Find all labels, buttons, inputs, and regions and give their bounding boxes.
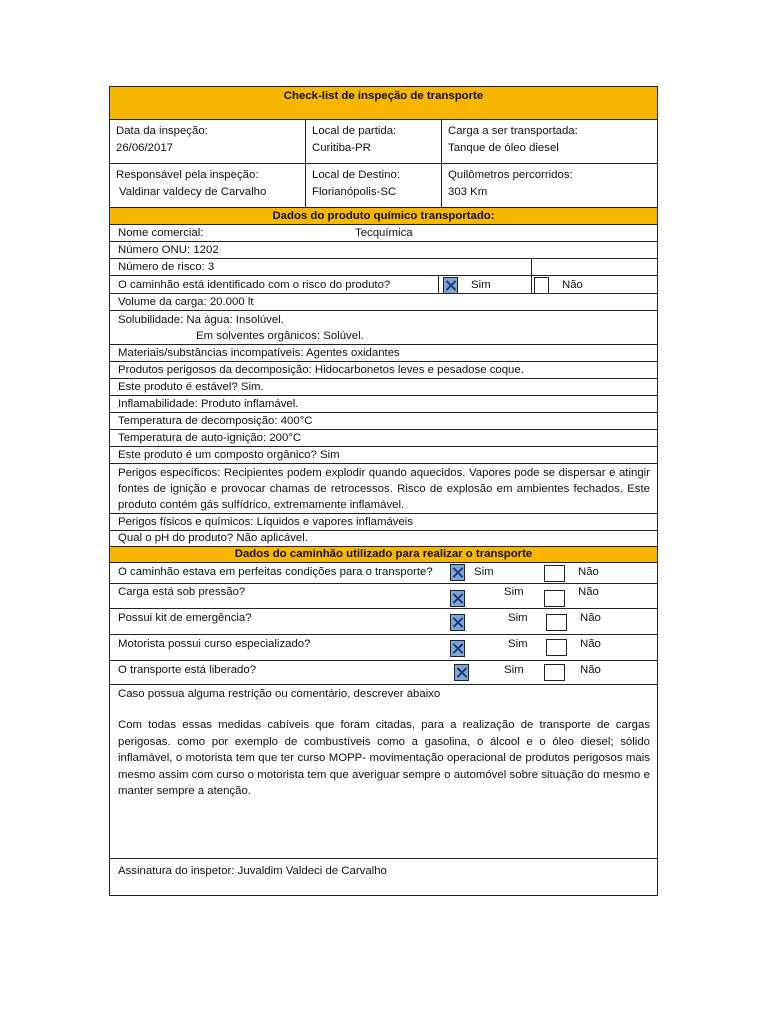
stable-row	[110, 379, 657, 396]
product-section-header	[110, 208, 657, 225]
checklist-form	[109, 86, 658, 896]
specific-hazards-row	[110, 464, 657, 514]
km-value: 303 Km	[448, 186, 488, 198]
responsible-value: Valdinar valdecy de Carvalho	[119, 186, 267, 198]
header-row-2	[110, 164, 657, 208]
risk-row	[110, 259, 657, 276]
departure-label: Local de partida:	[312, 125, 397, 137]
destination-value: Florianópolis-SC	[312, 186, 397, 198]
page-title: Check-list de inspeção de transporte	[283, 90, 484, 102]
question-label: O transporte está liberado?	[118, 664, 257, 676]
decomposition-row	[110, 362, 657, 379]
physical-hazards-row	[110, 514, 657, 531]
question-no-label: Não	[580, 664, 601, 676]
inspection-date-value: 26/06/2017	[116, 142, 174, 154]
question-no-checkbox[interactable]	[546, 639, 567, 656]
question-label: Motorista possui curso especializado?	[118, 638, 311, 650]
question-label: O caminhão estava em perfeitas condições para o transporte?	[118, 566, 433, 578]
truck-question-row	[110, 635, 657, 661]
identified-row	[110, 276, 657, 294]
question-yes-checkbox[interactable]	[450, 640, 465, 657]
solubility-row	[110, 311, 657, 345]
solubility-water: Solubilidade: Na água: Insolúvel.	[118, 314, 284, 326]
decomposition-temperature: Temperatura de decomposição: 400°C	[118, 415, 313, 427]
question-yes-label: Sim	[474, 566, 494, 578]
signature-row	[110, 859, 657, 895]
onu-row	[110, 242, 657, 259]
risk-number: Número de risco: 3	[118, 261, 215, 273]
question-no-label: Não	[580, 612, 601, 624]
question-yes-checkbox[interactable]	[450, 590, 465, 607]
incompatible-materials: Materiais/substâncias incompatíveis: Agentes oxidantes	[118, 347, 400, 359]
ph-row	[110, 531, 657, 547]
comments-label: Caso possua alguma restrição ou comentário, descrever abaixo	[118, 688, 441, 700]
stability: Este produto é estável? Sim.	[118, 381, 264, 393]
onu-number: Número ONU: 1202	[118, 244, 219, 256]
truck-question-row	[110, 563, 657, 584]
question-no-checkbox[interactable]	[544, 590, 565, 607]
trade-name-row	[110, 225, 657, 242]
specific-hazards: Perigos específicos: Recipientes podem explodir quando aquecidos. Vapores pode se dispersar e atingir fontes de ignição e provocar chamas de retrocessos. Risco de explosão em ambientes fechados. Este produto contém gás sulfídrico, extremamente inflamável.	[118, 467, 650, 511]
responsible-label: Responsável pela inspeção:	[116, 169, 259, 181]
organic-compound: Este produto é um composto orgânico? Sim	[118, 449, 340, 461]
question-label: Possui kit de emergência?	[118, 612, 252, 624]
comments-text[interactable]: Com todas essas medidas cabíveis que foram citadas, para a realização de transporte de cargas perigosas. como por exemplo de combustíveis como a gasolina, o álcool e o óleo diesel; sólido inflamável, o motorista tem que ter curso MOPP- movimentação operacional de produtos perigosos mais mesmo assim com curso o motorista tem que averiguar sempre o automóvel sobre situação do mesmo e manter sempre a atenção.	[118, 719, 650, 797]
solubility-organic: Em solventes orgânicos: Solúvel.	[196, 330, 364, 342]
question-yes-label: Sim	[508, 638, 528, 650]
question-yes-label: Sim	[504, 664, 524, 676]
truck-section-header	[110, 547, 657, 563]
incompatible-row	[110, 345, 657, 362]
km-label: Quilômetros percorridos:	[448, 169, 573, 181]
inspector-signature: Assinatura do inspetor: Juvaldim Valdeci de Carvalho	[118, 865, 387, 877]
question-no-label: Não	[578, 566, 599, 578]
identified-no-checkbox[interactable]	[534, 277, 549, 294]
truck-section-title: Dados do caminhão utilizado para realizar o transporte	[234, 548, 533, 560]
question-yes-label: Sim	[504, 586, 524, 598]
identified-yes-checkbox[interactable]	[443, 277, 458, 294]
question-yes-checkbox[interactable]	[454, 664, 469, 681]
truck-question-row	[110, 609, 657, 635]
cargo-label: Carga a ser transportada:	[448, 125, 578, 137]
identified-yes-label: Sim	[471, 279, 491, 291]
truck-question-row	[110, 584, 657, 609]
physical-chemical-hazards: Perigos físicos e químicos: Líquidos e vapores inflamáveis	[118, 516, 414, 528]
volume: Volume da carga: 20.000 lt	[118, 296, 254, 308]
question-no-checkbox[interactable]	[546, 614, 567, 631]
header-row-1	[110, 120, 657, 164]
ph-value: Qual o pH do produto? Não aplicável.	[118, 532, 308, 544]
departure-value: Curitiba-PR	[312, 142, 371, 154]
inspection-date-label: Data da inspeção:	[116, 125, 208, 137]
product-section-title: Dados do produto químico transportado:	[272, 210, 495, 222]
question-no-label: Não	[580, 638, 601, 650]
comments-row	[110, 685, 657, 859]
identified-no-label: Não	[562, 279, 583, 291]
identified-question: O caminhão está identificado com o risco do produto?	[118, 279, 391, 291]
question-label: Carga está sob pressão?	[118, 586, 246, 598]
decomp-temp-row	[110, 413, 657, 430]
ignition-temperature: Temperatura de auto-ignição: 200°C	[118, 432, 302, 444]
organic-row	[110, 447, 657, 464]
question-no-checkbox[interactable]	[544, 664, 565, 681]
flammability: Inflamabilidade: Produto inflamável.	[118, 398, 299, 410]
question-yes-checkbox[interactable]	[450, 614, 465, 631]
volume-row	[110, 294, 657, 311]
decomposition-products: Produtos perigosos da decomposição: Hidocarbonetos leves e pesadose coque.	[118, 364, 524, 376]
destination-label: Local de Destino:	[312, 169, 401, 181]
cargo-value: Tanque de óleo diesel	[448, 142, 559, 154]
trade-name-label: Nome comercial:	[118, 227, 204, 239]
question-yes-checkbox[interactable]	[450, 564, 465, 581]
truck-question-row	[110, 661, 657, 685]
flammability-row	[110, 396, 657, 413]
question-yes-label: Sim	[508, 612, 528, 624]
ignition-temp-row	[110, 430, 657, 447]
form-title	[110, 87, 657, 120]
question-no-label: Não	[578, 586, 599, 598]
trade-name-value: Tecquímica	[355, 227, 413, 239]
question-no-checkbox[interactable]	[544, 565, 565, 582]
